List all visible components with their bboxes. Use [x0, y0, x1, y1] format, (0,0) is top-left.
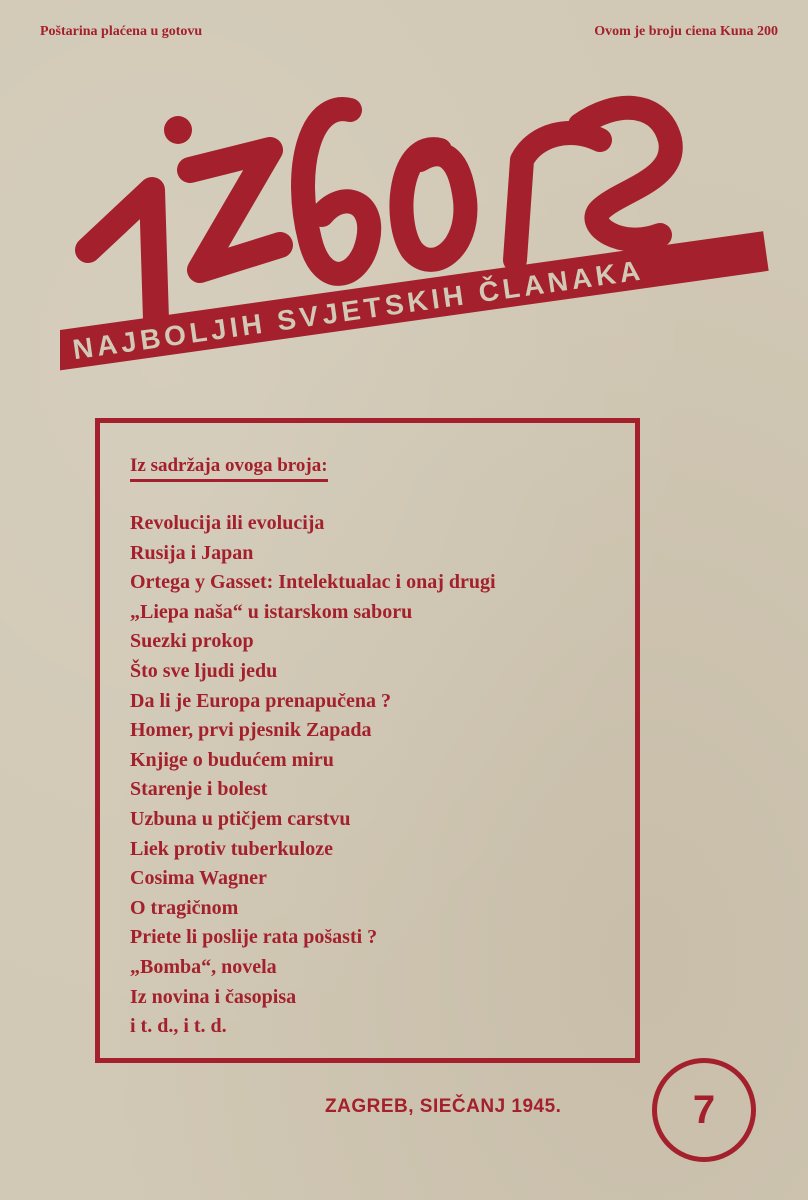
- place-date: ZAGREB, SIEČANJ 1945.: [325, 1096, 562, 1117]
- price-note: Ovom je broju ciena Kuna 200: [594, 24, 778, 39]
- contents-item: Homer, prvi pjesnik Zapada: [130, 719, 372, 742]
- contents-item: Knjige o budućem miru: [130, 748, 334, 771]
- contents-item: Iz novina i časopisa: [130, 985, 297, 1008]
- contents-box: [95, 418, 640, 1063]
- contents-item: Liek protiv tuberkuloze: [130, 837, 333, 860]
- contents-item: O tragičnom: [130, 896, 239, 919]
- contents-item: Uzbuna u ptičjem carstvu: [130, 807, 351, 830]
- izbor-logo: [60, 40, 780, 420]
- contents-item: Cosima Wagner: [130, 867, 267, 890]
- contents-item: i t. d., i t. d.: [130, 1015, 227, 1038]
- contents-item: Rusija i Japan: [130, 541, 254, 564]
- contents-list: [130, 509, 496, 1042]
- issue-badge: [652, 1058, 756, 1162]
- contents-heading: Iz sadržaja ovoga broja:: [130, 455, 328, 482]
- contents-item: Da li je Europa prenapučena ?: [130, 689, 391, 712]
- contents-item: Suezki prokop: [130, 630, 254, 653]
- issue-number: 7: [692, 1087, 716, 1132]
- postage-note: Poštarina plaćena u gotovu: [40, 24, 203, 39]
- contents-item: Starenje i bolest: [130, 778, 268, 801]
- contents-item: „Liepa naša“ u istarskom saboru: [130, 600, 413, 623]
- contents-item: Što sve ljudi jedu: [130, 659, 278, 682]
- contents-item: Ortega y Gasset: Intelektualac i onaj drugi: [130, 571, 496, 594]
- contents-item: Priete li poslije rata pošasti ?: [130, 926, 378, 949]
- logo-subtitle: NAJBOLJIH SVJETSKIH ČLANAKA: [70, 254, 646, 366]
- contents-item: Revolucija ili evolucija: [130, 512, 325, 534]
- contents-item: „Bomba“, novela: [130, 955, 277, 978]
